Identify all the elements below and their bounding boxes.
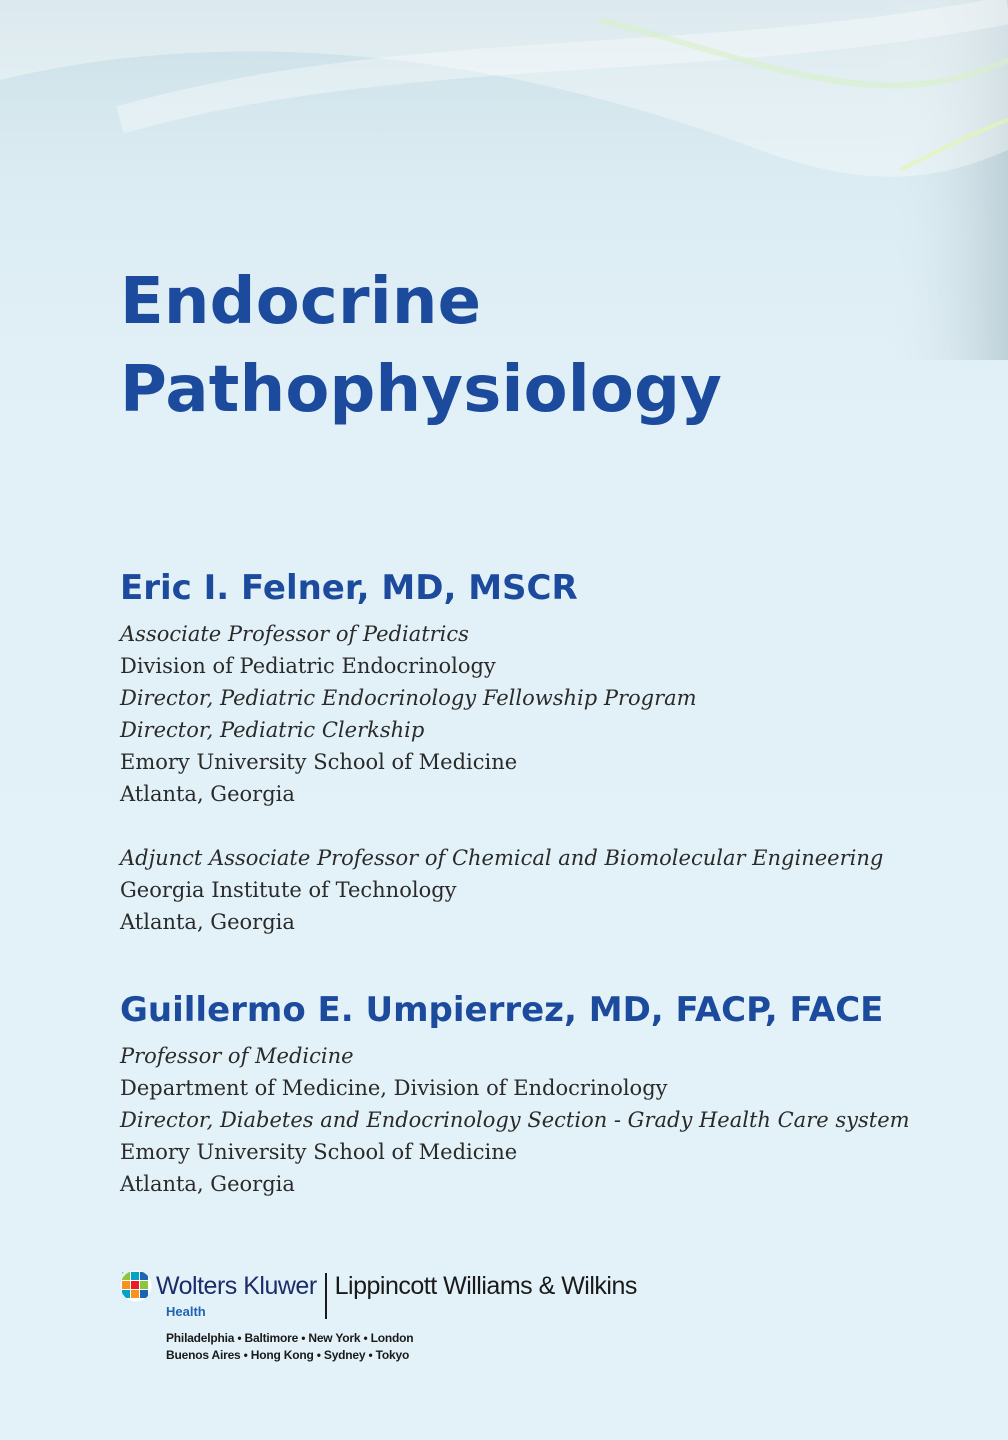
affiliation-line: Emory University School of Medicine <box>120 1140 518 1164</box>
affiliation-line: Atlanta, Georgia <box>120 782 295 806</box>
author-2-block <box>120 990 910 1200</box>
author-1-block <box>120 568 883 938</box>
affiliation-line: Adjunct Associate Professor of Chemical and Biomolecular Engineering <box>120 846 884 870</box>
affiliation-line: Professor of Medicine <box>120 1044 354 1068</box>
affiliation-line: Associate Professor of Pediatrics <box>120 622 469 646</box>
affiliation-line: Director, Diabetes and Endocrinology Section - Grady Health Care system <box>120 1108 910 1132</box>
publisher-block <box>118 1266 637 1364</box>
affiliation-line: Georgia Institute of Technology <box>120 878 457 902</box>
author-name: Eric I. Felner, MD, MSCR <box>120 568 578 608</box>
affiliation-line: Department of Medicine, Division of Endocrinology <box>120 1076 668 1100</box>
cities-line-1: Philadelphia • Baltimore • New York • London <box>166 1331 414 1345</box>
imprint-name: Lippincott Williams & Wilkins <box>334 1271 637 1300</box>
title-line-1: Endocrine <box>120 265 482 339</box>
affiliation-line: Director, Pediatric Clerkship <box>120 718 425 742</box>
logo-divider <box>325 1273 327 1319</box>
author-name: Guillermo E. Umpierrez, MD, FACP, FACE <box>120 990 884 1030</box>
spacer <box>120 810 883 842</box>
affiliation-line: Atlanta, Georgia <box>120 910 295 934</box>
globe-icon <box>118 1268 154 1304</box>
publisher-logo-row <box>118 1266 637 1306</box>
publisher-name: Wolters Kluwer <box>156 1271 317 1300</box>
affiliation-line: Director, Pediatric Endocrinology Fellowship Program <box>120 686 697 710</box>
title-line-2: Pathophysiology <box>120 353 723 427</box>
affiliation-line: Atlanta, Georgia <box>120 1172 295 1196</box>
book-title <box>120 258 722 434</box>
affiliation-line: Emory University School of Medicine <box>120 750 518 774</box>
division-label: Health <box>166 1304 206 1319</box>
cities-line-2: Buenos Aires • Hong Kong • Sydney • Tokyo <box>166 1348 410 1362</box>
affiliation-line: Division of Pediatric Endocrinology <box>120 654 496 678</box>
